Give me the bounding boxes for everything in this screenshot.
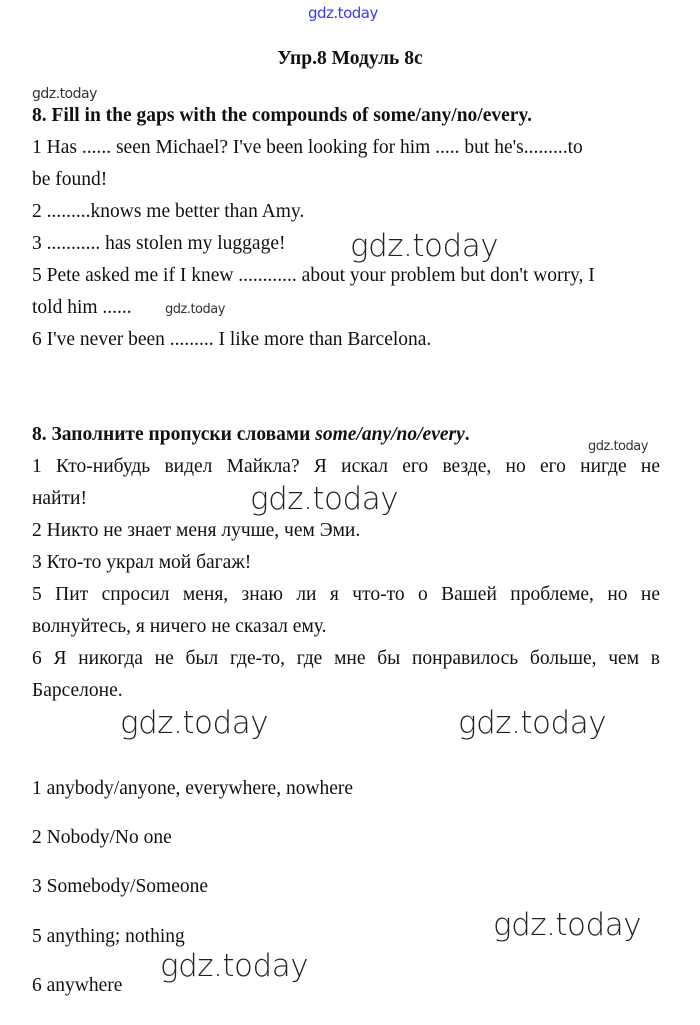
exercise-line: 6 I've never been ......... I like more than Barcelona.	[32, 329, 432, 350]
translation-line: волнуйтесь, я ничего не сказал ему.	[32, 616, 327, 637]
exercise-line: be found!	[32, 169, 108, 190]
translation-line: 5 Пит спросил меня, знаю ли я что-то о Вашей проблеме, но не	[32, 584, 660, 605]
exercise-heading-en: 8. Fill in the gaps with the compounds of some/any/no/every.	[32, 105, 532, 126]
answer-line: 6 anywhere	[32, 975, 123, 996]
translation-line: 3 Кто-то украл мой багаж!	[32, 552, 252, 573]
answer-line: 2 Nobody/No one	[32, 827, 172, 848]
watermark: gdz.today	[32, 86, 97, 102]
translation-line: 2 Никто не знает меня лучше, чем Эми.	[32, 520, 361, 541]
watermark: gdz.today	[588, 439, 648, 454]
answer-line: 3 Somebody/Someone	[32, 876, 209, 897]
translation-line: Барселоне.	[32, 680, 123, 701]
watermark: gdz.today	[160, 948, 309, 984]
exercise-line: 2 .........knows me better than Amy.	[32, 201, 305, 222]
heading-end: .	[464, 424, 470, 445]
translation-line: 1 Кто-нибудь видел Майкла? Я искал его везде, но его нигде не	[32, 456, 660, 477]
watermark: gdz.today	[350, 228, 499, 264]
watermark: gdz.today	[165, 302, 225, 317]
watermark: gdz.today	[458, 705, 607, 741]
heading-text: 8. Заполните пропуски словами	[32, 424, 316, 445]
exercise-line: told him ......	[32, 297, 132, 318]
translation-line: найти!	[32, 488, 87, 509]
translation-line: 6 Я никогда не был где-то, где мне бы понравилось больше, чем в	[32, 648, 660, 669]
answer-line: 1 anybody/anyone, everywhere, nowhere	[32, 778, 354, 799]
page-title: Упр.8 Модуль 8c	[277, 48, 423, 69]
watermark: gdz.today	[250, 481, 399, 517]
watermark: gdz.today	[120, 705, 269, 741]
watermark-top[interactable]: gdz.today	[308, 4, 378, 22]
answer-line: 5 anything; nothing	[32, 926, 185, 947]
exercise-line: 1 Has ...... seen Michael? I've been looking for him ..... but he's.........to	[32, 137, 583, 158]
heading-italic: some/any/no/every	[315, 424, 465, 445]
exercise-line: 5 Pete asked me if I knew ............ about your problem but don't worry, I	[32, 265, 595, 286]
watermark: gdz.today	[493, 907, 642, 943]
exercise-heading-ru	[32, 423, 470, 447]
exercise-line: 3 ........... has stolen my luggage!	[32, 233, 286, 254]
